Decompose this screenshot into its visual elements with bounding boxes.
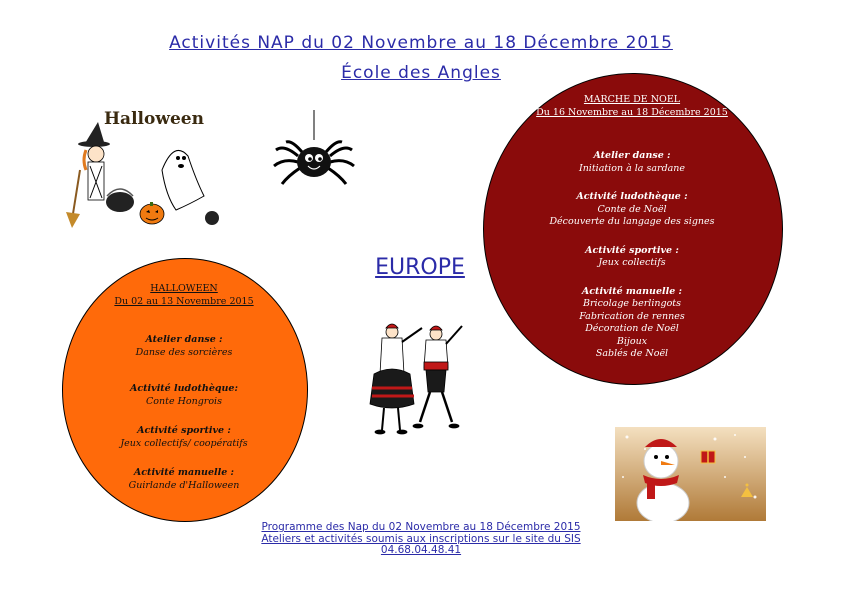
footer-info xyxy=(0,522,842,557)
footer-phone[interactable]: 04.68.04.48.41 xyxy=(380,544,462,556)
section-item: Initiation à la sardane xyxy=(578,162,686,174)
footer-inscriptions[interactable]: Ateliers et activités soumis aux inscriptions sur le site du SIS xyxy=(261,532,581,545)
halloween-activities xyxy=(62,283,306,492)
noel-title: MARCHE DE NOEL xyxy=(583,94,681,105)
footer-programme[interactable]: Programme des Nap du 02 Novembre au 18 Décembre 2015 xyxy=(261,521,581,533)
noel-activities xyxy=(483,94,781,361)
section-item: Danse des sorcières xyxy=(135,346,233,358)
section-label: Activité ludothèque : xyxy=(576,191,688,202)
section-item: Jeux collectifs/ coopératifs xyxy=(120,437,248,449)
section-label: Activité ludothèque: xyxy=(130,383,238,394)
section-item: Fabrication de rennes xyxy=(579,310,685,322)
spider-illustration xyxy=(272,110,356,186)
section-item: Conte de Noël xyxy=(597,203,667,215)
section-label: Activité sportive : xyxy=(137,425,231,436)
section-item: Décoration de Noël xyxy=(585,323,679,334)
section-label: Activité manuelle : xyxy=(133,467,235,478)
europe-heading: EUROPE xyxy=(375,255,465,280)
section-item: Bricolage berlingots xyxy=(583,298,681,309)
section-item: Découverte du langage des signes xyxy=(549,216,715,227)
section-item: Sablés de Noël xyxy=(595,348,669,359)
halloween-logo-text: Halloween xyxy=(104,109,204,129)
halloween-illustration xyxy=(62,100,227,230)
halloween-title: HALLOWEEN xyxy=(150,283,218,294)
section-item: Guirlande d'Halloween xyxy=(128,479,240,491)
snowman-illustration xyxy=(615,427,766,521)
folk-dancers-illustration xyxy=(360,318,472,440)
halloween-dates: Du 02 au 13 Novembre 2015 xyxy=(114,295,254,307)
section-label: Activité sportive : xyxy=(585,244,679,256)
section-item: Bijoux xyxy=(616,335,648,347)
school-name: École des Angles xyxy=(341,63,501,83)
section-item: Conte Hongrois xyxy=(146,395,222,407)
section-label: Atelier danse : xyxy=(145,334,223,345)
page-title: Activités NAP du 02 Novembre au 18 Décembre 2015 xyxy=(169,33,673,53)
section-label: Activité manuelle : xyxy=(581,285,683,297)
noel-dates: Du 16 Novembre au 18 Décembre 2015 xyxy=(536,106,728,118)
section-item: Jeux collectifs xyxy=(598,257,666,268)
section-label: Atelier danse : xyxy=(593,150,671,161)
